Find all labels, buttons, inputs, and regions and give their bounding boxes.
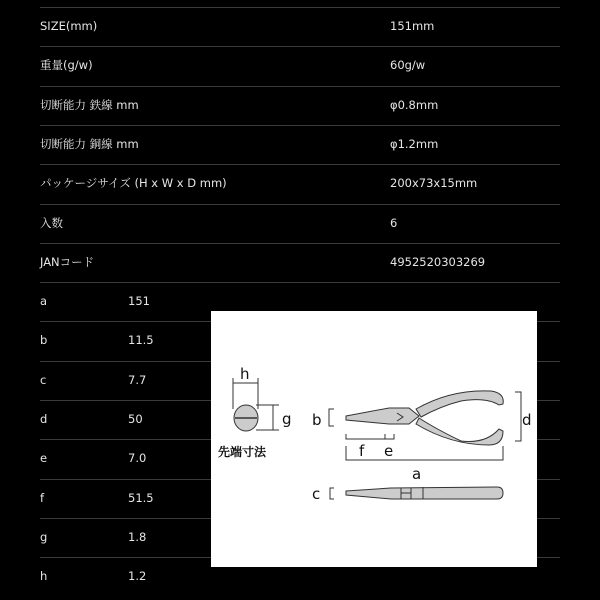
row-value: φ0.8mm [390,97,439,112]
pliers-dimension-diagram [211,311,537,567]
spec-row [40,164,560,204]
diagram-label-h: h [240,365,250,383]
row-value: 51.5 [128,490,154,505]
row-label: 重量(g/w) [40,58,93,73]
diagram-label-f: f [359,442,365,460]
row-value: 151mm [390,19,435,33]
row-label: JANコード [40,254,95,269]
row-label: 切断能力 鉄線 mm [40,97,139,112]
row-value: 4952520303269 [390,254,486,269]
row-label: e [40,451,48,466]
diagram-label-a: a [412,465,422,483]
row-value: 6 [390,215,398,230]
diagram-label-d: d [522,411,532,429]
row-label: 切断能力 銅線 mm [40,136,139,151]
diagram-label-c: c [312,485,321,503]
row-value: 7.0 [128,451,147,466]
row-label: a [40,294,48,309]
tip-caption: 先端寸法 [218,445,267,459]
row-value: 60g/w [390,58,426,73]
spec-row [40,204,560,244]
row-value: 151 [128,294,150,309]
row-label: d [40,412,48,426]
row-value: 50 [128,412,143,426]
diagram-label-b: b [312,411,322,429]
row-label: f [40,490,45,505]
spec-row [40,243,560,283]
row-label: 入数 [40,215,63,230]
spec-row [40,7,560,47]
row-value: 11.5 [128,333,154,348]
row-value: 1.8 [128,529,147,544]
diagram-label-e: e [384,442,394,460]
row-value: 1.2 [128,569,147,584]
row-value: 7.7 [128,372,147,387]
row-label: h [40,569,48,584]
row-label: c [40,372,47,387]
row-label: パッケージサイズ (H x W x D mm) [40,176,227,191]
row-value: 200x73x15mm [390,176,478,191]
spec-row [40,46,560,86]
row-value: φ1.2mm [390,136,439,151]
row-label: SIZE(mm) [40,19,98,33]
row-label: b [40,333,48,348]
spec-row [40,86,560,126]
spec-row [40,125,560,165]
diagram-label-g: g [282,410,292,428]
row-label: g [40,529,48,544]
